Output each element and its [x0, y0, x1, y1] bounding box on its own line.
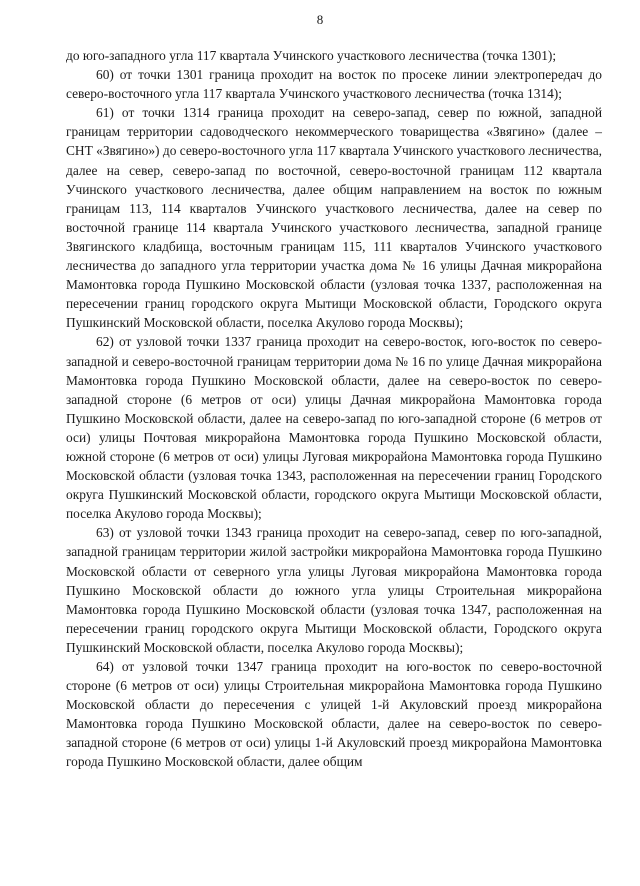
paragraph-item-64: 64) от узловой точки 1347 граница проходит на юго-восток по северо-восточной стороне (6 метров от оси) улицы Строительная микрорайона Мамонтовка города Пушкино Московской области до пересечения с улицей 1-й Акуловский проезд микрорайона Мамонтовка города Пушкино Московской области, далее на северо-восток по северо-западной стороне (6 метров от оси) улицы 1-й Акуловский проезд микрорайона Мамонтовка города Пушкино Московской области, далее общим: [66, 659, 602, 770]
paragraph-item-62: 62) от узловой точки 1337 граница проходит на северо-восток, юго-восток по северо-западной и северо-восточной границам территории дома № 16 по улице Дачная микрорайона Мамонтовка города Пушкино Московской области, далее на северо-восток по северо-западной стороне (6 метров от оси) улицы Дачная микрорайона Мамонтовка города Пушкино Московской области, далее на северо-запад по юго-западной стороне (6 метров от оси) улицы Почтовая микрорайона Мамонтовка города Пушкино Московской области, южной стороне (6 метров от оси) улицы Луговая микрорайона Мамонтовка города Пушкино Московской области (узловая точка 1343, расположенная на пересечении границ Городского округа Пушкинский Московской области, городского округа Мытищи Московской области, поселка Акулово города Москвы);: [66, 334, 602, 522]
paragraph-item-63: 63) от узловой точки 1343 граница проходит на северо-запад, север по юго-западной, западной границам территории жилой застройки микрорайона Мамонтовка города Пушкино Московской области от северного угла улицы Луговая микрорайона Мамонтовка города Пушкино Московской области до южного угла улицы Строительная микрорайона Мамонтовка города Пушкино Московской области (узловая точка 1347, расположенная на пересечении границ городского округа Мытищи Московской области, Городского округа Пушкинский Московской области, поселка Акулово города Москвы);: [66, 525, 602, 655]
paragraph-item-61: 61) от точки 1314 граница проходит на северо-запад, север по южной, западной границам территории садоводческого некоммерческого товарищества «Звягино» (далее – СНТ «Звягино») до северо-восточного угла 117 квартала Учинского участкового лесничества, далее на север, северо-запад по восточной, северо-восточной границам 112 квартала Учинского участкового лесничества, далее общим направлением на восток по южным границам 113, 114 кварталов Учинского участкового лесничества, далее на север по восточной границе 114 квартала Учинского участкового лесничества, западной границе Звягинского кладбища, восточным границам 115, 111 кварталов Учинского участкового лесничества до западного угла территории участка дома № 16 улицы Дачная микрорайона Мамонтовка города Пушкино Московской области (узловая точка 1337, расположенная на пересечении границ городского округа Мытищи Московской области, Городского округа Пушкинский Московской области, поселка Акулово города Москвы);: [66, 105, 602, 331]
page-number: 8: [316, 12, 324, 27]
document-body: [66, 46, 602, 772]
paragraph-continuation: до юго-западного угла 117 квартала Учинского участкового лесничества (точка 1301);: [66, 48, 557, 63]
paragraph-item-60: 60) от точки 1301 граница проходит на восток по просеке линии электропередач до северо-восточного угла 117 квартала Учинского участкового лесничества (точка 1314);: [66, 67, 602, 102]
